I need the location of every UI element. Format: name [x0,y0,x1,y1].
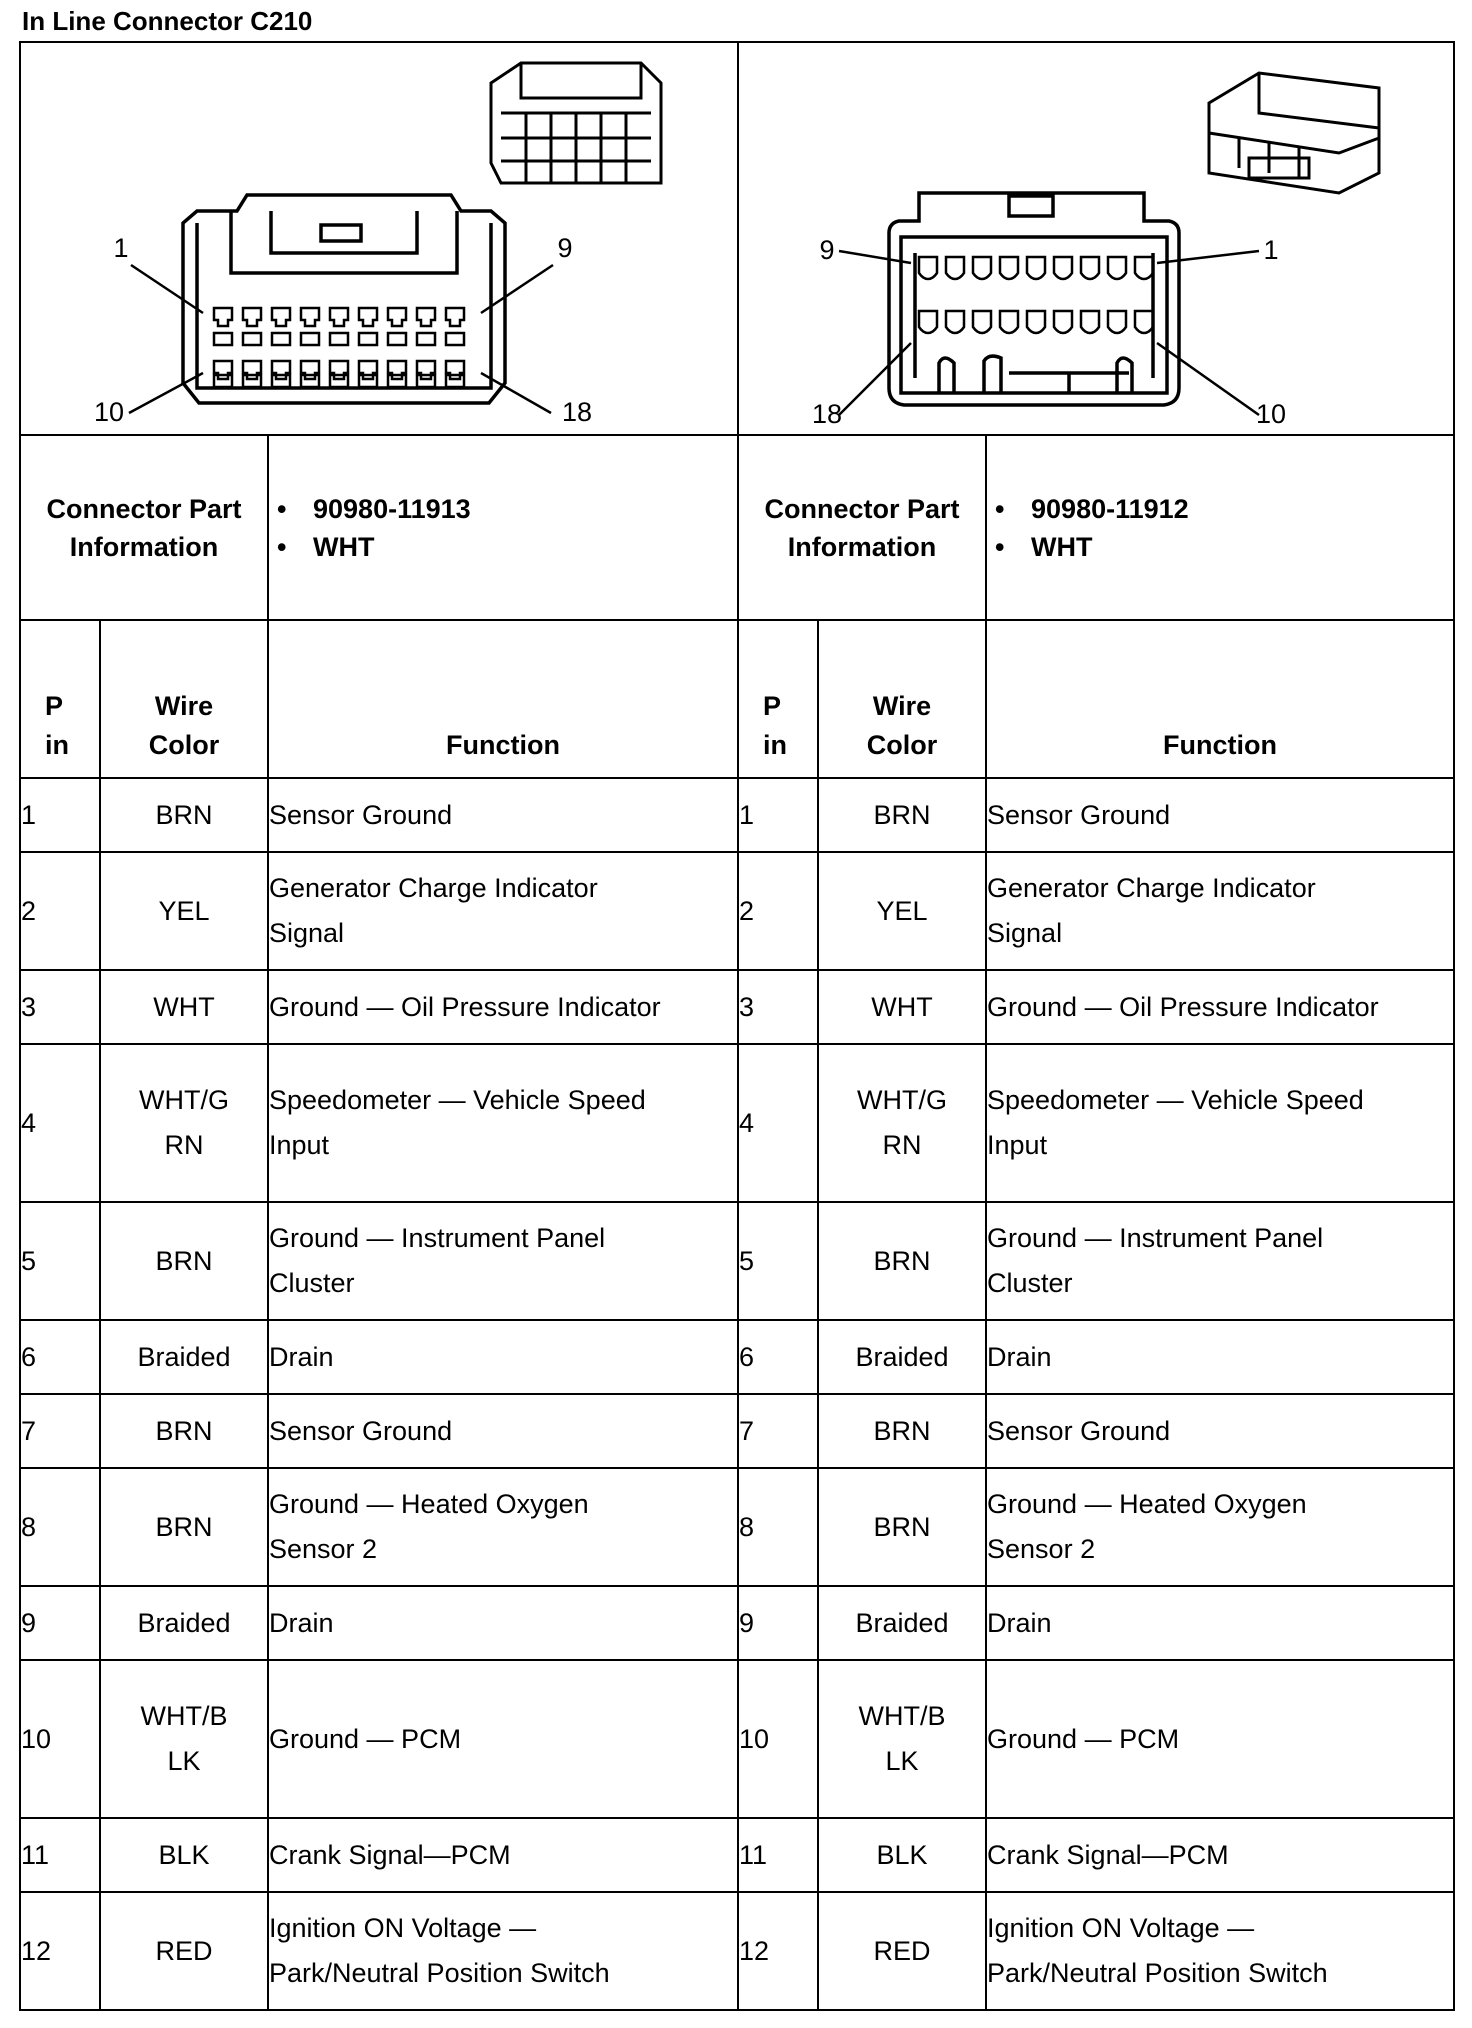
function-text: Park/Neutral Position Switch [987,1958,1328,1988]
wire-color-cell [100,1044,268,1202]
connector-pin [243,333,261,345]
function-text: Ground — PCM [269,1723,462,1754]
connector-color: • WHT [313,528,737,566]
function-text: Generator Charge Indicator [269,873,598,903]
function-cell [268,1468,738,1586]
wire-color-text: WHT/G [857,1085,947,1115]
connector-pin [301,375,319,387]
function-cell [268,1818,738,1892]
connector-pin [359,361,377,379]
pin-cell: 3 [738,970,818,1044]
function-cell [986,778,1454,852]
pin-cell: 1 [738,778,818,852]
function-cell [986,1818,1454,1892]
table-row [20,1892,1454,2010]
function-cell [268,852,738,970]
wire-color-text: BRN [873,1511,931,1542]
connector-pin [301,333,319,345]
function-text: Ignition ON Voltage — [269,1913,537,1943]
connector-pin [1000,257,1018,279]
connector-table [19,41,1455,2011]
function-text: Cluster [987,1268,1073,1298]
pin-label-bottom-right: 18 [561,397,593,427]
function-cell [986,1202,1454,1320]
function-cell [986,1394,1454,1468]
wire-color-cell [818,778,986,852]
wire-color-cell [818,1044,986,1202]
pin-cell: 5 [20,1202,100,1320]
function-cell [986,1468,1454,1586]
wire-color-text: BLK [158,1839,210,1870]
function-text: Drain [269,1607,334,1638]
function-text: Crank Signal—PCM [269,1839,511,1870]
function-text: Generator Charge Indicator [987,873,1316,903]
function-text: Ground — Instrument Panel [987,1223,1324,1253]
connector-pin [243,308,261,326]
wire-color-cell [100,1394,268,1468]
wire-color-text: WHT/B [858,1701,946,1731]
connector-pin [417,333,435,345]
connector-pin [446,361,464,379]
pin-label-top-right: 1 [1263,235,1279,265]
connector-pin [417,308,435,326]
male-connector-face [889,193,1179,405]
connector-pin [1081,257,1099,279]
function-text: Sensor 2 [987,1534,1096,1564]
function-cell [986,1586,1454,1660]
function-text: Sensor Ground [987,799,1171,830]
connector-pin [446,308,464,326]
female-connector-diagram-cell [20,42,738,435]
function-cell [986,1660,1454,1818]
function-cell [986,1044,1454,1202]
pin-label-top-left: 1 [113,233,129,263]
connector-pin [973,311,991,333]
pin-label-bottom-right: 10 [1255,399,1287,427]
wire-color-cell [818,1892,986,2010]
table-row [20,1818,1454,1892]
connector-pin [359,375,377,387]
connector-part-info-label: Connector Part Information [738,435,986,620]
pin-cell: 10 [738,1660,818,1818]
connector-part-info-label: Connector Part Information [20,435,268,620]
function-text: Input [987,1130,1048,1160]
pin-label-bottom-left: 10 [93,397,125,427]
wire-color-text: Braided [137,1607,231,1638]
function-cell [268,1660,738,1818]
function-text: Signal [987,918,1063,948]
connector-pin [243,361,261,379]
pin-cell: 10 [20,1660,100,1818]
connector-pin [919,257,937,279]
table-row [20,852,1454,970]
wire-color-cell [100,970,268,1044]
function-text: Speedometer — Vehicle Speed [269,1085,646,1115]
connector-pin [359,333,377,345]
wire-color-text: BRN [155,1415,213,1446]
connector-pin [214,308,232,326]
wire-color-text: BLK [876,1839,928,1870]
wire-color-text: WHT/G [139,1085,229,1115]
pin-column-header: P in [20,620,100,778]
pin-label-top-right: 9 [557,233,573,263]
wire-color-text: YEL [876,895,928,926]
connector-pin [446,375,464,387]
function-text: Sensor Ground [269,799,453,830]
function-cell [268,1394,738,1468]
wire-color-column-header: Wire Color [818,620,986,778]
connector-pin [272,361,290,379]
connector-pin [946,257,964,279]
function-text: Input [269,1130,330,1160]
function-cell [986,852,1454,970]
wire-color-cell [818,970,986,1044]
function-text: Drain [987,1607,1052,1638]
connector-pin [330,333,348,345]
connector-3d-sketch-icon [491,63,661,183]
wire-color-cell [100,1818,268,1892]
function-cell [268,1320,738,1394]
wire-color-column-header: Wire Color [100,620,268,778]
female-connector-diagram [21,43,737,427]
connector-pin [417,375,435,387]
connector-pin [1054,257,1072,279]
pin-column-header: P in [738,620,818,778]
table-row [20,970,1454,1044]
function-text: Speedometer — Vehicle Speed [987,1085,1364,1115]
connector-pin [1135,257,1153,279]
pin-cell: 4 [738,1044,818,1202]
connector-pin [946,311,964,333]
connector-pin [446,333,464,345]
wire-color-cell [818,1394,986,1468]
function-text: Ground — Heated Oxygen [987,1489,1307,1519]
part-number: • 90980-11913 [313,490,737,528]
function-cell [268,778,738,852]
connector-pin [243,375,261,387]
wire-color-text: Braided [855,1341,949,1372]
connector-pin [388,361,406,379]
connector-pin [1108,257,1126,279]
connector-pin [973,257,991,279]
table-row [20,1586,1454,1660]
connector-color: • WHT [1031,528,1453,566]
wire-color-cell [100,778,268,852]
function-text: Ignition ON Voltage — [987,1913,1255,1943]
connector-pin [214,361,232,379]
wire-color-text: RN [164,1130,204,1160]
pin-cell: 6 [20,1320,100,1394]
function-text: Crank Signal—PCM [987,1839,1229,1870]
function-text: Drain [269,1341,334,1372]
wire-color-text: BRN [155,1245,213,1276]
connector-pin [272,308,290,326]
connector-pin [301,361,319,379]
pin-cell: 2 [738,852,818,970]
connector-pin [272,333,290,345]
connector-pin [1054,311,1072,333]
table-row [20,1660,1454,1818]
wire-color-cell [100,1660,268,1818]
function-text: Sensor 2 [269,1534,378,1564]
function-text: Ground — Oil Pressure Indicator [269,991,661,1022]
wire-color-text: BRN [873,1245,931,1276]
pin-label-bottom-left: 18 [811,399,843,427]
wire-color-text: BRN [873,799,931,830]
wire-color-cell [818,1660,986,1818]
pin-cell: 2 [20,852,100,970]
function-cell [268,1202,738,1320]
pin-cell: 4 [20,1044,100,1202]
wire-color-cell [818,1818,986,1892]
connector-pin [1081,311,1099,333]
wire-color-text: BRN [155,799,213,830]
wire-color-text: RN [882,1130,922,1160]
pin-cell: 11 [738,1818,818,1892]
pin-cell: 7 [738,1394,818,1468]
table-row [20,1468,1454,1586]
connector-pin [1027,257,1045,279]
wire-color-text: Braided [137,1341,231,1372]
pin-cell: 8 [20,1468,100,1586]
connector-pin [388,333,406,345]
connector-pin [1000,311,1018,333]
wire-color-text: Braided [855,1607,949,1638]
function-text: Ground — Oil Pressure Indicator [987,991,1379,1022]
function-text: Cluster [269,1268,355,1298]
function-text: Ground — Heated Oxygen [269,1489,589,1519]
pin-cell: 12 [738,1892,818,2010]
pin-cell: 9 [20,1586,100,1660]
connector-part-info-values [268,435,738,620]
table-row [20,1320,1454,1394]
wire-color-cell [100,1320,268,1394]
wire-color-cell [100,1892,268,2010]
connector-pin [1135,311,1153,333]
function-cell [268,970,738,1044]
connector-pin [330,308,348,326]
function-cell [986,1892,1454,2010]
pin-cell: 12 [20,1892,100,2010]
wire-color-cell [818,852,986,970]
wire-color-cell [100,1202,268,1320]
pin-cell: 1 [20,778,100,852]
function-text: Sensor Ground [987,1415,1171,1446]
pin-cell: 6 [738,1320,818,1394]
wire-color-text: YEL [158,895,210,926]
wire-color-text: RED [155,1935,213,1966]
wire-color-text: BRN [873,1415,931,1446]
wire-color-text: WHT/B [140,1701,228,1731]
function-cell [268,1892,738,2010]
connector-pin [214,375,232,387]
connector-pin [1108,311,1126,333]
function-text: Sensor Ground [269,1415,453,1446]
function-cell [986,970,1454,1044]
pin-label-top-left: 9 [819,235,835,265]
wire-color-cell [818,1468,986,1586]
function-column-header: Function [268,620,738,778]
function-text: Signal [269,918,345,948]
male-pin-grid [919,257,1153,333]
wire-color-text: BRN [155,1511,213,1542]
pin-cell: 7 [20,1394,100,1468]
wire-color-text: WHT [153,991,215,1022]
table-row [20,778,1454,852]
wire-color-text: WHT [871,991,933,1022]
pin-cell: 8 [738,1468,818,1586]
wire-color-cell [818,1586,986,1660]
male-connector-diagram-cell [738,42,1454,435]
function-cell [986,1320,1454,1394]
connector-pin [301,308,319,326]
function-cell [268,1044,738,1202]
table-row [20,1394,1454,1468]
function-text: Park/Neutral Position Switch [269,1958,610,1988]
wire-color-text: RED [873,1935,931,1966]
function-column-header: Function [986,620,1454,778]
wire-color-cell [818,1202,986,1320]
connector-pin [919,311,937,333]
connector-pin [330,361,348,379]
pin-cell: 5 [738,1202,818,1320]
connector-pin [1027,311,1045,333]
part-number: • 90980-11912 [1031,490,1453,528]
function-text: Ground — Instrument Panel [269,1223,606,1253]
male-connector-diagram [739,43,1453,427]
wire-color-cell [100,1468,268,1586]
wire-color-text: LK [167,1746,201,1776]
pin-cell: 9 [738,1586,818,1660]
connector-pin [388,308,406,326]
function-text: Ground — PCM [987,1723,1180,1754]
connector-pin [214,333,232,345]
female-pin-grid [214,308,464,387]
connector-pin [272,375,290,387]
wire-color-cell [100,1586,268,1660]
function-text: Drain [987,1341,1052,1372]
connector-pin [388,375,406,387]
page-title: In Line Connector C210 [22,6,313,36]
function-cell [268,1586,738,1660]
connector-pin [359,308,377,326]
table-row [20,1044,1454,1202]
table-row [20,1202,1454,1320]
pin-cell: 3 [20,970,100,1044]
connector-pin [417,361,435,379]
connector-pin [330,375,348,387]
wire-color-cell [818,1320,986,1394]
connector-part-info-values [986,435,1454,620]
wire-color-text: LK [885,1746,919,1776]
connector-3d-sketch-icon [1209,73,1379,193]
pin-cell: 11 [20,1818,100,1892]
wire-color-cell [100,852,268,970]
